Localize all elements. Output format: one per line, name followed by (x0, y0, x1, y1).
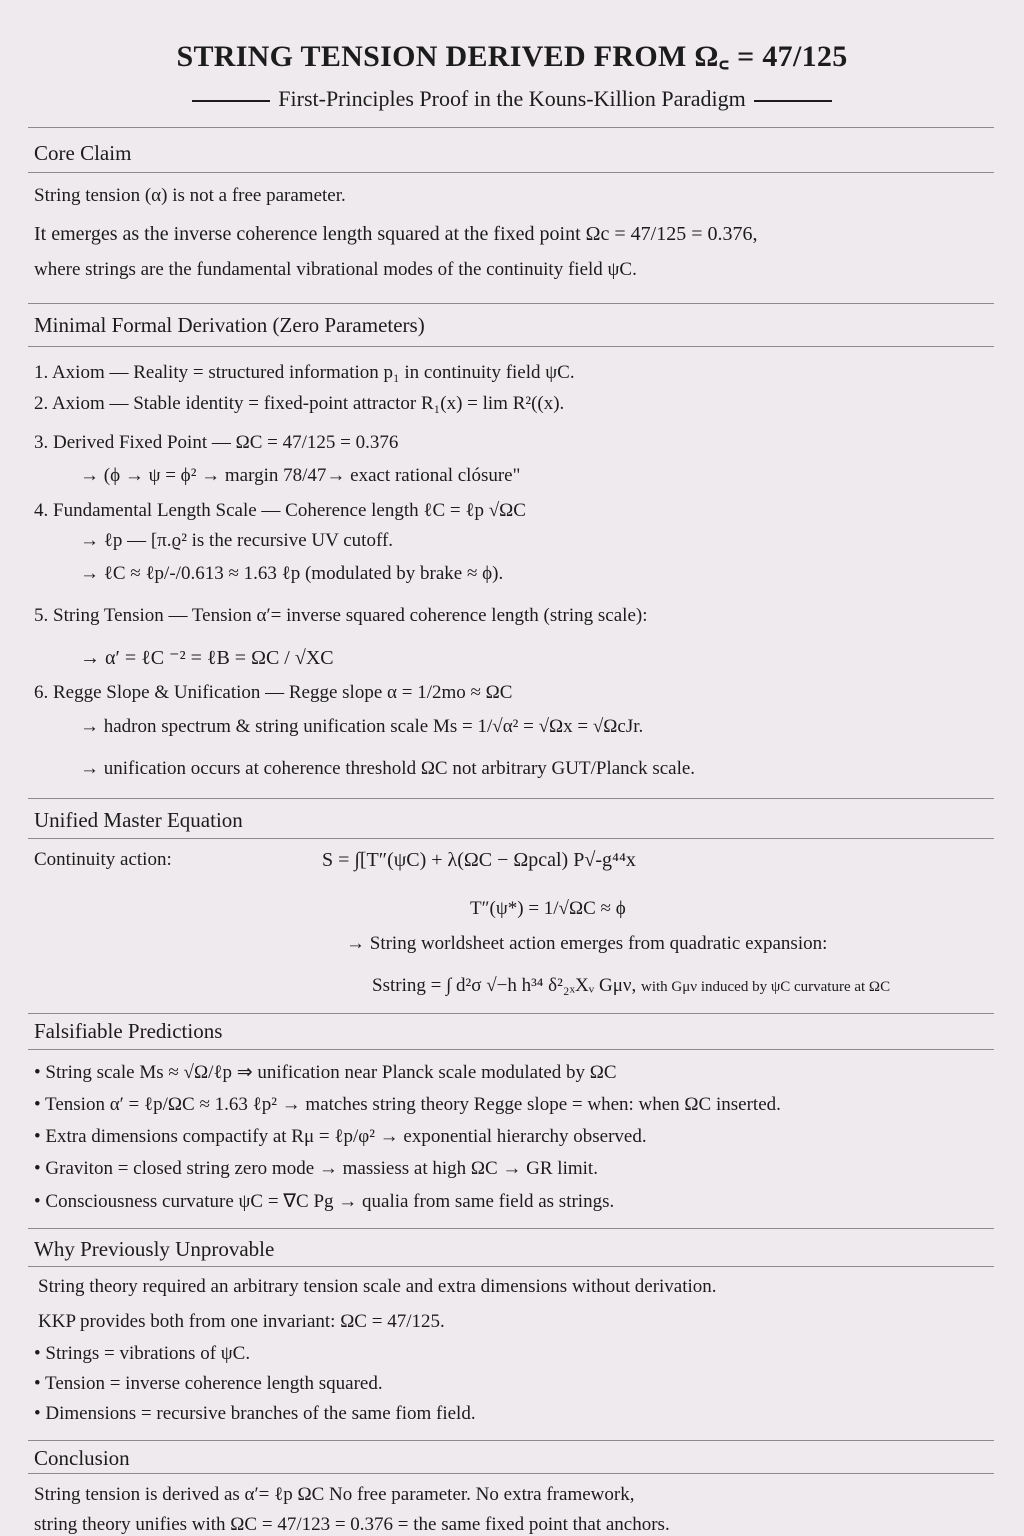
prediction-item: • Extra dimensions compactify at Rμ = ℓp/φ² → exponential hierarchy observed. (34, 1126, 647, 1147)
core-claim-line-1: String tension (α) is not a free parameter. (34, 185, 346, 206)
divider (28, 346, 994, 347)
unprovable-item: • Dimensions = recursive branches of the same fiom field. (34, 1403, 476, 1424)
derivation-step-5-equation: → α′ = ℓC ⁻² = ℓB = ΩC / √XC (80, 647, 334, 669)
derivation-step-5: 5. String Tension — Tension α′= inverse squared coherence length (string scale): (34, 605, 648, 626)
derivation-step-1: 1. Axiom — Reality = structured information p₁ in continuity field ψC. (34, 362, 575, 383)
unprovable-line-2: KKP provides both from one invariant: ΩC = 47/125. (38, 1311, 445, 1332)
derivation-step-2: 2. Axiom — Stable identity = fixed-point attractor R₁(x) = lim R²((x). (34, 393, 565, 414)
conclusion-line-2: string theory unifies with ΩC = 47/123 = 0.376 = the same fixed point that anchors. (34, 1514, 670, 1535)
derivation-step-6-detail-a: → hadron spectrum & string unification scale Ms = 1/√α² = √Ωx = √ΩcJr. (80, 716, 644, 737)
prediction-item: • Consciousness curvature ψC = ∇C Pg → qualia from same field as strings. (34, 1191, 615, 1212)
core-claim-line-2: It emerges as the inverse coherence length squared at the fixed point Ωc = 47/125 = 0.376, (34, 223, 758, 245)
string-action-equation (372, 975, 890, 997)
section-heading-unprovable: Why Previously Unprovable (34, 1237, 275, 1261)
core-claim-line-3: where strings are the fundamental vibrational modes of the continuity field ψC. (34, 259, 637, 280)
page-subtitle (0, 86, 1024, 112)
subtitle-left-rule (192, 100, 270, 102)
unprovable-line-1: String theory required an arbitrary tension scale and extra dimensions without derivation. (38, 1276, 717, 1297)
unprovable-item: • Tension = inverse coherence length squared. (34, 1373, 383, 1394)
divider (28, 1266, 994, 1267)
divider (28, 798, 994, 799)
page-title: STRING TENSION DERIVED FROM Ω꜀ = 47/125 (176, 40, 848, 73)
derivation-step-6: 6. Regge Slope & Unification — Regge slope α = 1/2mo ≈ ΩC (34, 682, 513, 703)
string-action-formula: Sstring = ∫ d²σ √−h h³⁴ δ²₂ₓXᵥ Gμν, (372, 975, 637, 996)
subtitle-right-rule (754, 100, 832, 102)
t-prime-equation: T″(ψ*) = 1/√ΩC ≈ ϕ (470, 898, 626, 919)
divider (28, 127, 994, 128)
continuity-action-equation: S = ∫[T″(ψC) + λ(ΩC − Ωpcal) P√-g⁴⁴x (322, 849, 636, 871)
divider (28, 1440, 994, 1441)
section-heading-predictions: Falsifiable Predictions (34, 1019, 223, 1043)
divider (28, 838, 994, 839)
string-action-note: with Gμν induced by ψC curvature at ΩC (641, 979, 891, 995)
derivation-step-6-detail-b: → unification occurs at coherence threshold ΩC not arbitrary GUT/Planck scale. (80, 758, 696, 779)
unprovable-item: • Strings = vibrations of ψC. (34, 1343, 251, 1364)
derivation-step-3: 3. Derived Fixed Point — ΩC = 47/125 = 0.376 (34, 432, 399, 453)
divider (28, 1473, 994, 1474)
section-heading-conclusion: Conclusion (34, 1446, 130, 1470)
divider (28, 172, 994, 173)
divider (28, 1228, 994, 1229)
prediction-item: • String scale Ms ≈ √Ω/ℓp ⇒ unification near Planck scale modulated by ΩC (34, 1062, 617, 1083)
derivation-step-3-detail: → (ϕ → ψ = ϕ² → margin 78/47→ exact rational clósure" (80, 465, 521, 486)
section-heading-derivation: Minimal Formal Derivation (Zero Parameters) (34, 313, 425, 337)
divider (28, 1013, 994, 1014)
continuity-action-label: Continuity action: (34, 849, 172, 870)
divider (28, 1049, 994, 1050)
prediction-item: • Tension α′ = ℓp/ΩC ≈ 1.63 ℓp² → matches string theory Regge slope = when: when ΩC inserted. (34, 1094, 781, 1115)
prediction-item: • Graviton = closed string zero mode → massiess at high ΩC → GR limit. (34, 1158, 598, 1179)
derivation-step-4-detail-b: → ℓC ≈ ℓp/-/0.613 ≈ 1.63 ℓp (modulated by brake ≈ ϕ). (80, 563, 504, 584)
derivation-step-4: 4. Fundamental Length Scale — Coherence length ℓC = ℓp √ΩC (34, 500, 526, 521)
worldsheet-statement: → String worldsheet action emerges from quadratic expansion: (346, 933, 828, 954)
divider (28, 303, 994, 304)
derivation-step-4-detail-a: → ℓp — [π.ϱ² is the recursive UV cutoff. (80, 530, 394, 551)
section-heading-master-equation: Unified Master Equation (34, 808, 243, 832)
section-heading-core-claim: Core Claim (34, 141, 132, 165)
subtitle-text: First-Principles Proof in the Kouns-Killion Paradigm (278, 86, 746, 111)
conclusion-line-1: String tension is derived as α′= ℓp ΩC No free parameter. No extra framework, (34, 1484, 635, 1505)
